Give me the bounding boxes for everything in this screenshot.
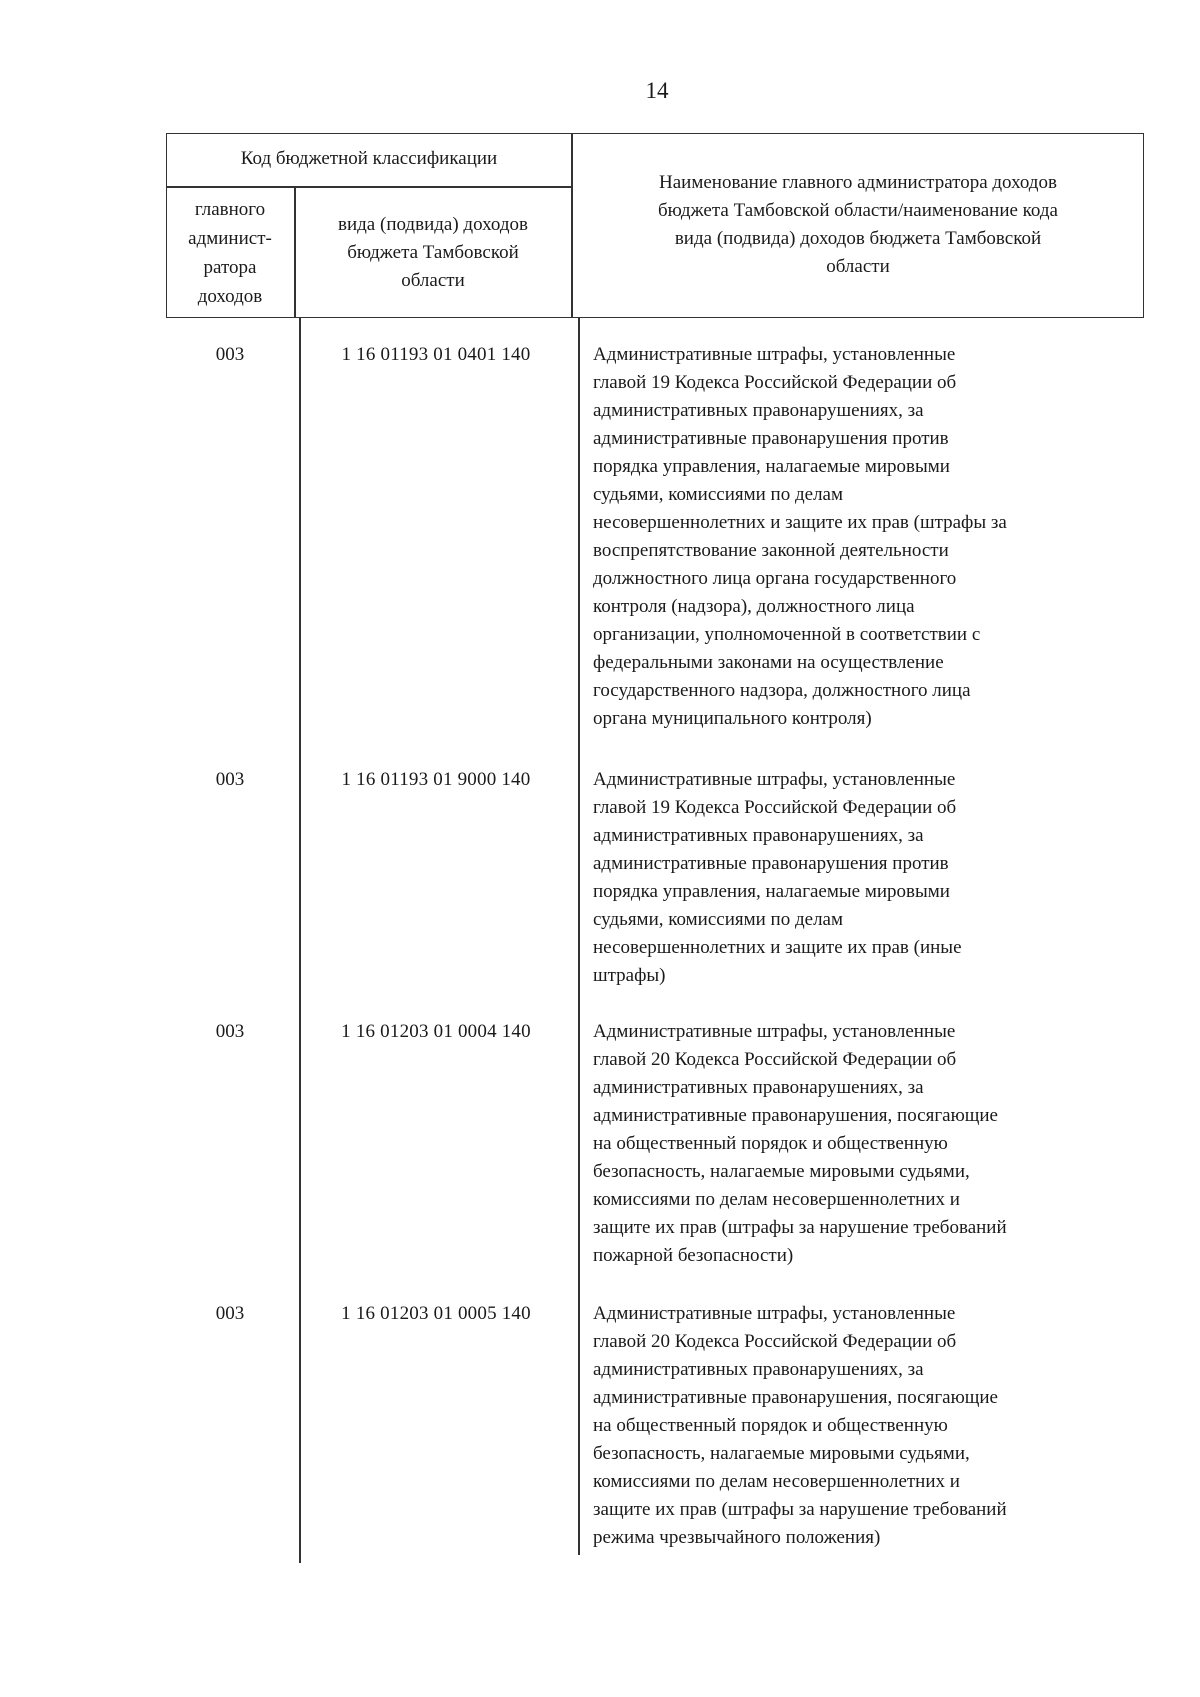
body-divider-left	[299, 318, 301, 1563]
income-name-cell: Административные штрафы, установленные главой 19 Кодекса Российской Федерации об административных правонарушениях, за административные правонарушения против порядка управления, налагаемые мировыми судьями, комиссиями по делам несовершеннолетних и защите их прав (штрафы за воспрепятствование законной деятельности должностного лица органа государственного контроля (надзора), должностного лица организации, уполномоченной в соответствии с федеральными законами на осуществление государственного надзора, должностного лица органа муниципального контроля)	[593, 344, 1007, 729]
admin-code-cell: 003	[215, 344, 245, 365]
page-number: 14	[645, 78, 669, 103]
income-name-cell: Административные штрафы, установленные главой 20 Кодекса Российской Федерации об административных правонарушениях, за административные правонарушения, посягающие на общественный порядок и общественную безопасность, налагаемые мировыми судьями, комиссиями по делам несовершеннолетних и защите их прав (штрафы за нарушение требований пожарной безопасности)	[593, 1021, 1007, 1266]
income-code-cell: 1 16 01203 01 0004 140	[341, 1021, 531, 1042]
income-code-cell: 1 16 01193 01 9000 140	[341, 769, 531, 790]
header-col-admin: главного админист- ратора доходов	[188, 199, 272, 307]
header-col-name: Наименование главного администратора доходов бюджета Тамбовской области/наименование кода вида (подвида) доходов бюджета Тамбовской области	[657, 172, 1058, 277]
admin-code-cell: 003	[215, 769, 245, 790]
body-divider-right	[578, 318, 580, 1555]
header-group-title: Код бюджетной классификации	[240, 148, 498, 169]
header-col-code: вида (подвида) доходов бюджета Тамбовской области	[338, 214, 528, 291]
admin-code-cell: 003	[215, 1021, 245, 1042]
income-code-cell: 1 16 01203 01 0005 140	[341, 1303, 531, 1324]
admin-code-cell: 003	[215, 1303, 245, 1324]
income-name-cell: Административные штрафы, установленные главой 19 Кодекса Российской Федерации об административных правонарушениях, за административные правонарушения против порядка управления, налагаемые мировыми судьями, комиссиями по делам несовершеннолетних и защите их прав (иные штрафы)	[593, 769, 962, 986]
income-code-cell: 1 16 01193 01 0401 140	[341, 344, 531, 365]
header-divider-horizontal	[166, 186, 572, 188]
income-name-cell: Административные штрафы, установленные главой 20 Кодекса Российской Федерации об административных правонарушениях, за административные правонарушения, посягающие на общественный порядок и общественную безопасность, налагаемые мировыми судьями, комиссиями по делам несовершеннолетних и защите их прав (штрафы за нарушение требований режима чрезвычайного положения)	[593, 1303, 1007, 1548]
